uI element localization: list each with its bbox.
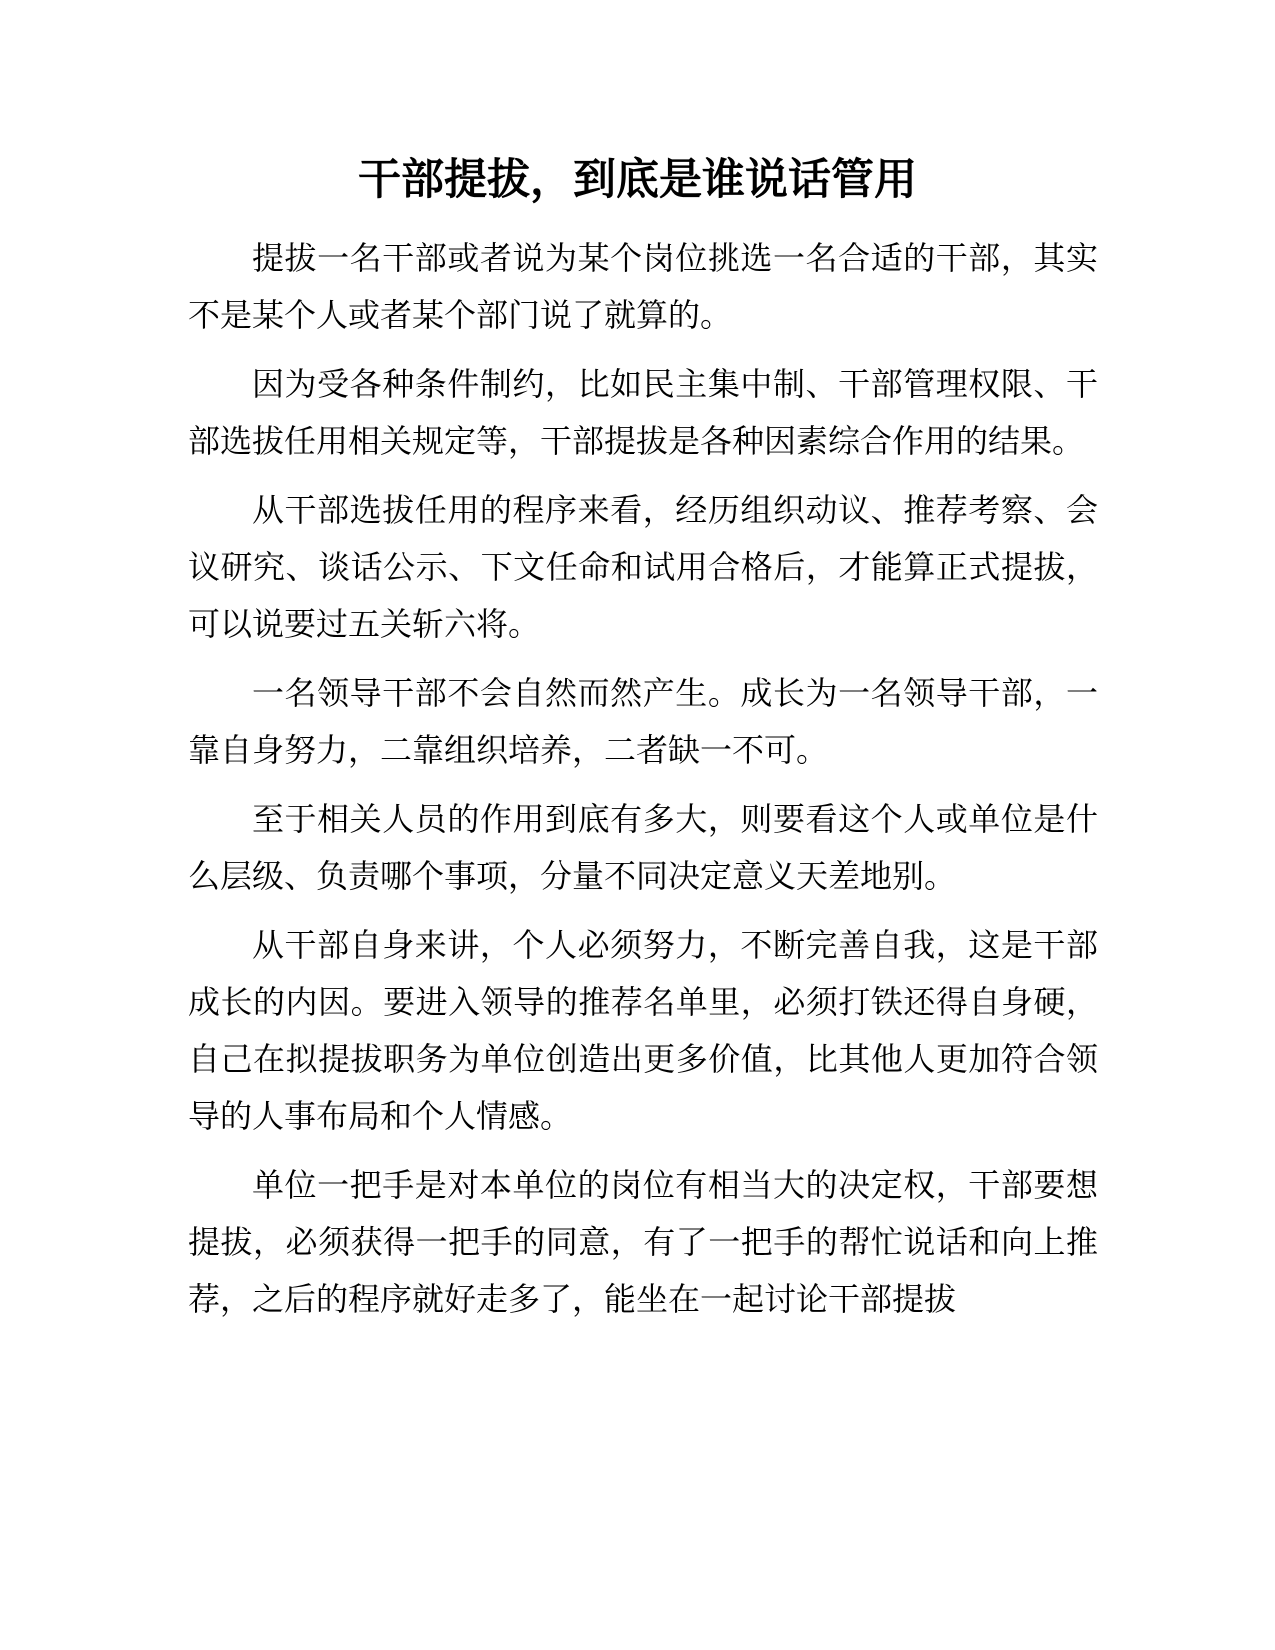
paragraph-2: 因为受各种条件制约，比如民主集中制、干部管理权限、干部选拔任用相关规定等，干部提拔是各种因素综合作用的结果。: [188, 365, 1098, 460]
paragraph-6: 从干部自身来讲，个人必须努力，不断完善自我，这是干部成长的内因。要进入领导的推荐名单里，必须打铁还得自身硬，自己在拟提拔职务为单位创造出更多价值，比其他人更加符合领导的人事布局和个人情感。: [188, 926, 1098, 1135]
document-body: [188, 230, 1098, 1340]
paragraph-3: 从干部选拔任用的程序来看，经历组织动议、推荐考察、会议研究、谈话公示、下文任命和试用合格后，才能算正式提拔，可以说要过五关斩六将。: [188, 491, 1098, 643]
document-title: 干部提拔，到底是谁说话管用: [358, 155, 917, 205]
paragraph-1: 提拔一名干部或者说为某个岗位挑选一名合适的干部，其实不是某个人或者某个部门说了就算的。: [188, 239, 1098, 334]
paragraph-7: 单位一把手是对本单位的岗位有相当大的决定权，干部要想提拔，必须获得一把手的同意，有了一把手的帮忙说话和向上推荐，之后的程序就好走多了，能坐在一起讨论干部提拔: [188, 1166, 1098, 1318]
paragraph-4: 一名领导干部不会自然而然产生。成长为一名领导干部，一靠自身努力，二靠组织培养，二者缺一不可。: [188, 674, 1098, 769]
paragraph-5: 至于相关人员的作用到底有多大，则要看这个人或单位是什么层级、负责哪个事项，分量不同决定意义天差地别。: [188, 800, 1098, 895]
